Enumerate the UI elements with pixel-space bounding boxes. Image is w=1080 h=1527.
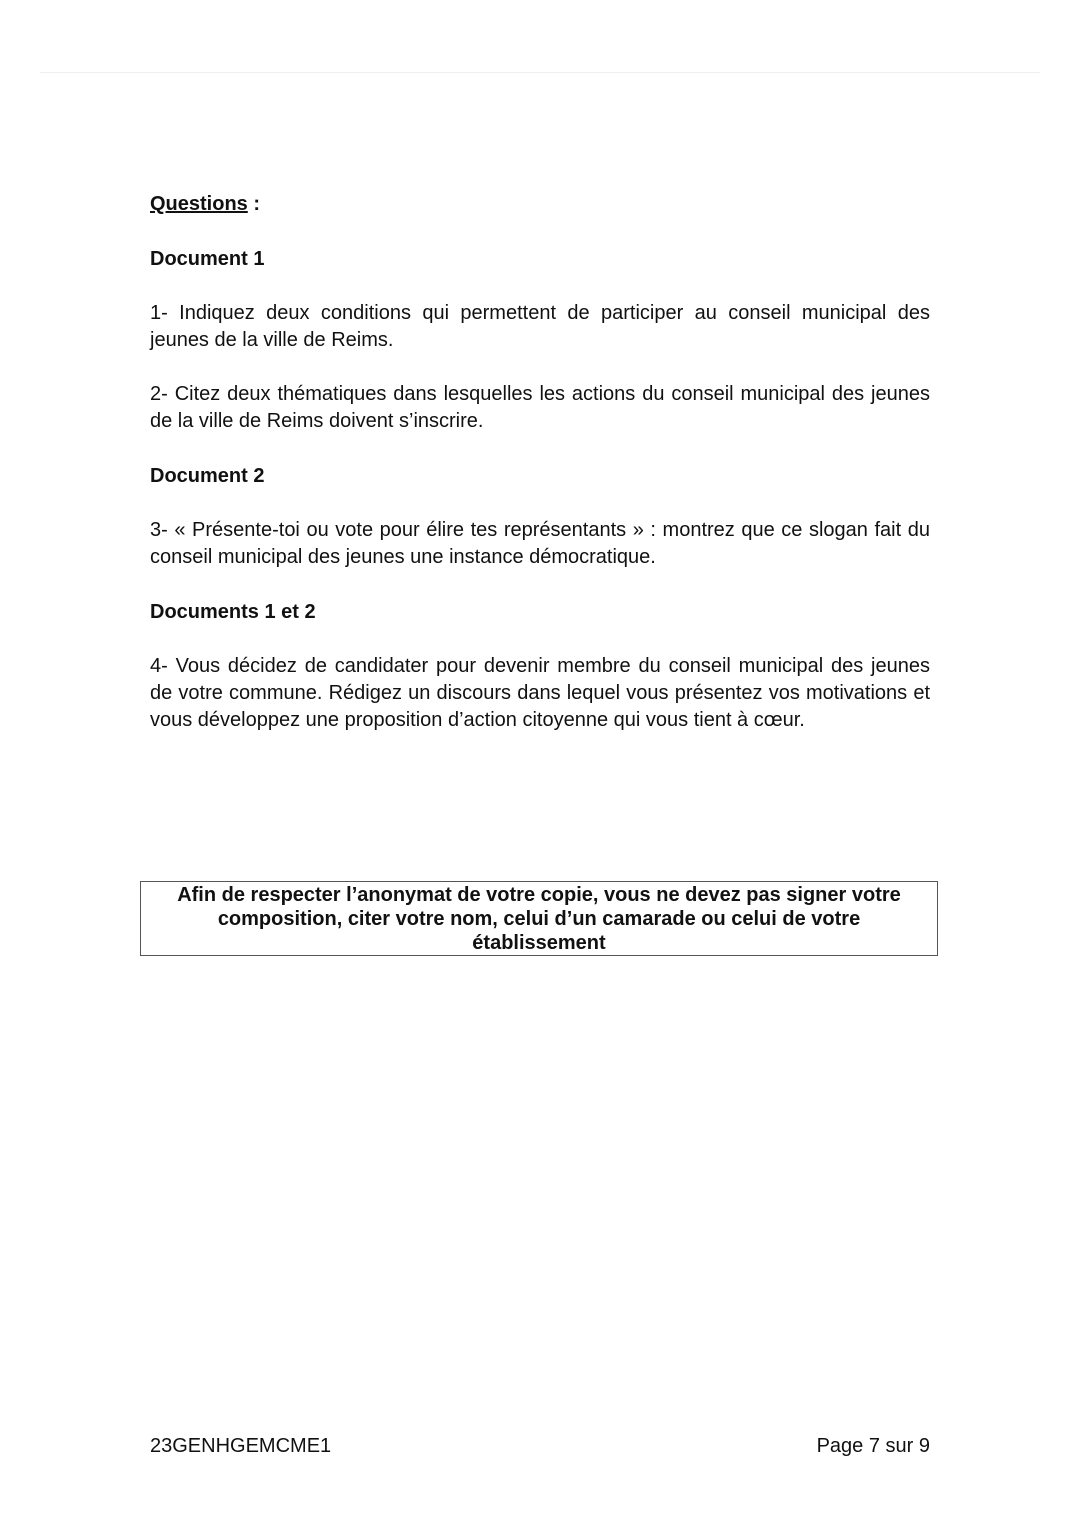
question-1: 1- Indiquez deux conditions qui permettent de participer au conseil municipal des jeunes de la ville de Reims. [150,302,930,351]
footer-page-number: Page 7 sur 9 [816,1435,930,1457]
questions-heading-label: Questions [150,193,248,215]
questions-content [150,190,930,761]
question-2: 2- Citez deux thématiques dans lesquelles les actions du conseil municipal des jeunes de la ville de Reims doivent s’inscrire. [150,383,930,432]
questions-heading-suffix: : [247,193,261,215]
question-4: 4- Vous décidez de candidater pour devenir membre du conseil municipal des jeunes de votre commune. Rédigez un discours dans lequel vous présentez vos motivations et vous développez une proposition d’action citoyenne qui vous tient à cœur. [150,655,930,731]
anonymity-notice-text: Afin de respecter l’anonymat de votre copie, vous ne devez pas signer votre composition, citer votre nom, celui d’un camarade ou celui de votre établissement [177,883,901,954]
section-title-documents-1-2: Documents 1 et 2 [150,601,316,623]
question-3: 3- « Présente-toi ou vote pour élire tes représentants » : montrez que ce slogan fait du conseil municipal des jeunes une instance démocratique. [150,519,930,568]
section-title-document-2: Document 2 [150,465,265,487]
footer-exam-code: 23GENHGEMCME1 [150,1435,332,1457]
questions-heading [150,190,930,218]
section-title-document-1: Document 1 [150,248,265,270]
page-top-border [40,72,1040,73]
anonymity-notice-box [140,881,938,956]
